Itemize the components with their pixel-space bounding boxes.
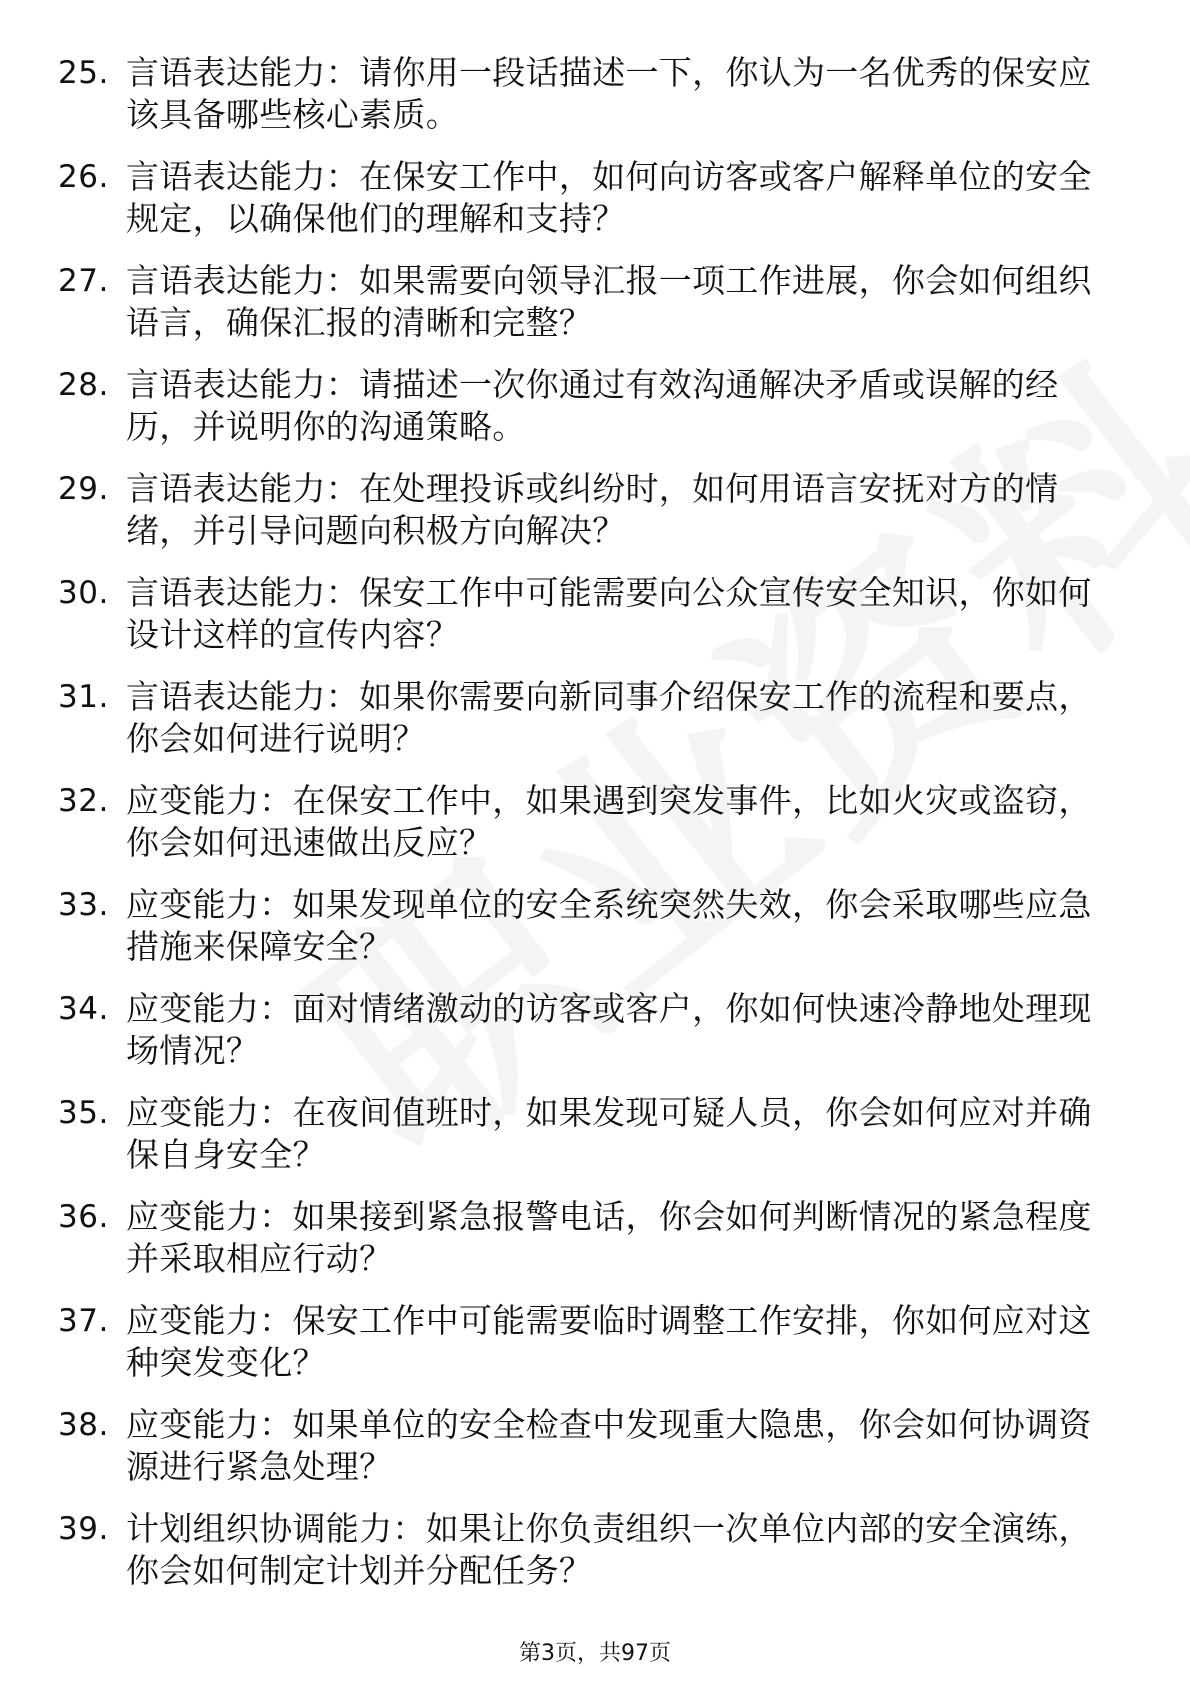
question-list <box>58 52 1108 1612</box>
question-number: 39. <box>58 1511 109 1547</box>
question-number: 36. <box>58 1199 109 1235</box>
list-item <box>58 468 1108 572</box>
question-text: 言语表达能力：在保安工作中，如何向访客或客户解释单位的安全规定，以确保他们的理解和支持？ <box>126 157 1092 238</box>
question-text: 言语表达能力：如果你需要向新同事介绍保安工作的流程和要点，你会如何进行说明？ <box>126 677 1092 758</box>
question-text: 应变能力：如果单位的安全检查中发现重大隐患，你会如何协调资源进行紧急处理？ <box>126 1405 1092 1486</box>
question-number: 31. <box>58 679 109 715</box>
question-text: 应变能力：如果发现单位的安全系统突然失效，你会采取哪些应急措施来保障安全？ <box>126 885 1092 966</box>
question-text: 应变能力：面对情绪激动的访客或客户，你如何快速冷静地处理现场情况？ <box>126 989 1092 1070</box>
list-item <box>58 364 1108 468</box>
question-text: 言语表达能力：保安工作中可能需要向公众宣传安全知识，你如何设计这样的宣传内容？ <box>126 573 1092 654</box>
question-number: 33. <box>58 887 109 923</box>
list-item <box>58 780 1108 884</box>
list-item <box>58 676 1108 780</box>
question-number: 38. <box>58 1407 109 1443</box>
question-number: 30. <box>58 575 109 611</box>
question-number: 29. <box>58 471 109 507</box>
question-text: 言语表达能力：请描述一次你通过有效沟通解决矛盾或误解的经历，并说明你的沟通策略。 <box>126 365 1059 446</box>
question-text: 计划组织协调能力：如果让你负责组织一次单位内部的安全演练，你会如何制定计划并分配任务？ <box>126 1509 1092 1590</box>
list-item <box>58 884 1108 988</box>
list-item <box>58 572 1108 676</box>
question-text: 应变能力：在夜间值班时，如果发现可疑人员，你会如何应对并确保自身安全？ <box>126 1093 1092 1174</box>
list-item <box>58 52 1108 156</box>
list-item <box>58 1404 1108 1508</box>
question-text: 应变能力：如果接到紧急报警电话，你会如何判断情况的紧急程度并采取相应行动？ <box>126 1197 1092 1278</box>
question-text: 应变能力：保安工作中可能需要临时调整工作安排，你如何应对这种突发变化？ <box>126 1301 1092 1382</box>
list-item <box>58 1092 1108 1196</box>
list-item <box>58 156 1108 260</box>
question-number: 34. <box>58 991 109 1027</box>
question-number: 26. <box>58 159 109 195</box>
list-item <box>58 1508 1108 1612</box>
list-item <box>58 988 1108 1092</box>
question-number: 32. <box>58 783 109 819</box>
question-text: 言语表达能力：请你用一段话描述一下，你认为一名优秀的保安应该具备哪些核心素质。 <box>126 53 1092 134</box>
question-number: 27. <box>58 263 109 299</box>
question-number: 37. <box>58 1303 109 1339</box>
list-item <box>58 1300 1108 1404</box>
question-text: 言语表达能力：在处理投诉或纠纷时，如何用语言安抚对方的情绪，并引导问题向积极方向解决？ <box>126 469 1059 550</box>
page-number-footer: 第3页，共97页 <box>519 1641 671 1666</box>
question-number: 25. <box>58 55 109 91</box>
list-item <box>58 260 1108 364</box>
list-item <box>58 1196 1108 1300</box>
question-number: 35. <box>58 1095 109 1131</box>
question-number: 28. <box>58 367 109 403</box>
question-text: 言语表达能力：如果需要向领导汇报一项工作进展，你会如何组织语言，确保汇报的清晰和完整？ <box>126 261 1092 342</box>
question-text: 应变能力：在保安工作中，如果遇到突发事件，比如火灾或盗窃，你会如何迅速做出反应？ <box>126 781 1092 862</box>
